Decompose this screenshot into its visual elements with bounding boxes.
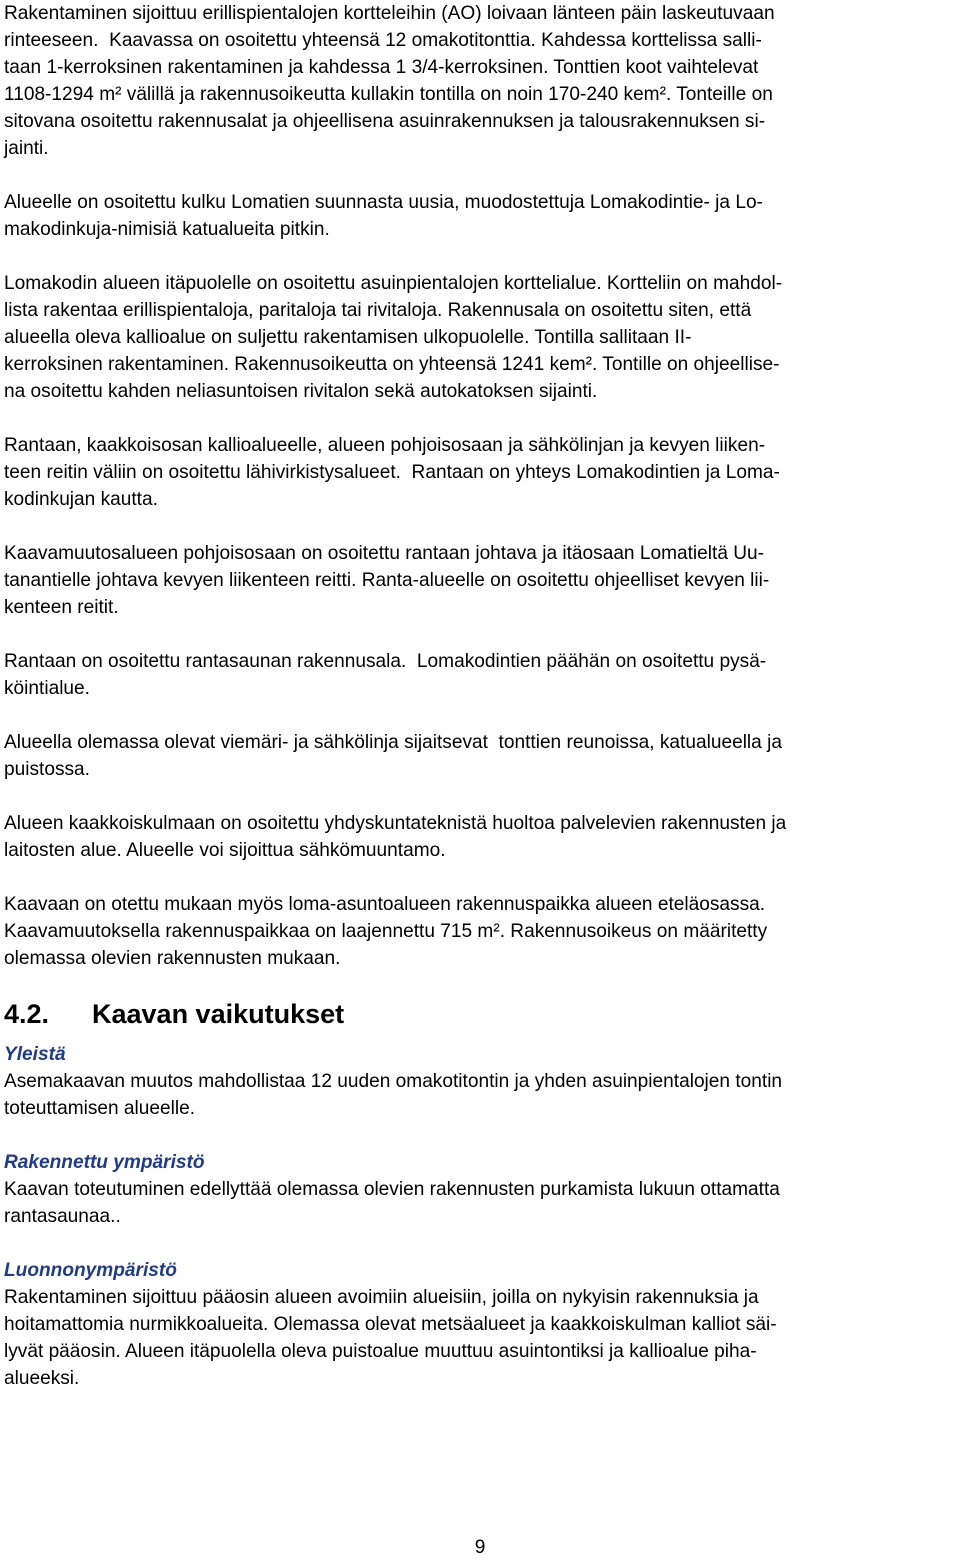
text-line: teen reitin väliin on osoitettu lähivirkistysalueet. Rantaan on yhteys Lomakodintien ja Loma- [4,462,780,483]
text-line: kerroksinen rakentaminen. Rakennusoikeutta on yhteensä 1241 kem². Tontille on ohjeellise- [4,354,780,375]
text-line: lista rakentaa erillispientaloja, paritaloja tai rivitaloja. Rakennusala on osoitettu siten, että [4,300,752,321]
text-line: Kaavamuutosalueen pohjoisosaan on osoitettu rantaan johtava ja itäosaan Lomatieltä Uu- [4,543,765,564]
text-line: lyvät pääosin. Alueen itäpuolella oleva puistoalue muuttuu asuintontiksi ja kallioalue piha- [4,1341,757,1362]
text-line: tanantielle johtava kevyen liikenteen reitti. Ranta-alueelle on osoitettu ohjeelliset kevyen lii- [4,570,770,591]
text-line: Rakentaminen sijoittuu erillispientalojen kortteleihin (AO) loivaan länteen päin laskeutuvaan [4,3,775,24]
text-line: makodinkuja-nimisiä katualueita pitkin. [4,219,330,240]
document-page [4,0,958,1392]
subheading: Yleistä [4,1044,66,1065]
paragraph-access [4,189,958,243]
text-line: alueella oleva kallioalue on suljettu rakentamisen ulkopuolelle. Tontilla sallitaan II- [4,327,692,348]
text-line: Rantaan, kaakkoisosan kallioalueelle, alueen pohjoisosaan ja sähkölinjan ja kevyen liiken- [4,435,766,456]
paragraph-recreation [4,432,958,513]
text-line: na osoitettu kahden neliasuntoisen rivitalon sekä autokatoksen sijainti. [4,381,598,402]
text-line: Lomakodin alueen itäpuolelle on osoitettu asuinpientalojen korttelialue. Kortteliin on mahdol- [4,273,783,294]
paragraph-utilities [4,729,958,783]
text-line: Kaavamuutoksella rakennuspaikkaa on laajennettu 715 m². Rakennusoikeus on määritetty [4,921,768,942]
paragraph-technical-area [4,810,958,864]
text-line: taan 1-kerroksinen rakentaminen ja kahdessa 1 3/4-kerroksinen. Tonttien koot vaihtelevat [4,57,759,78]
subsection-natural-environment [4,1257,958,1392]
section-heading [4,994,958,1034]
paragraph-light-traffic [4,540,958,621]
paragraph-building-placement [4,0,958,162]
text-line: Rakentaminen sijoittuu pääosin alueen avoimiin alueisiin, joilla on nykyisin rakennuksia ja [4,1287,759,1308]
text-line: kenteen reitit. [4,597,119,618]
text-line: 1108-1294 m² välillä ja rakennusoikeutta kullakin tontilla on noin 170-240 kem². Tonteille on [4,84,773,105]
paragraph-lomakoti-block [4,270,958,405]
subsection-built-environment [4,1149,958,1230]
text-line: Kaavaan on otettu mukaan myös loma-asuntoalueen rakennuspaikka alueen eteläosassa. [4,894,766,915]
text-line: Alueen kaakkoiskulmaan on osoitettu yhdyskuntateknistä huoltoa palvelevien rakennusten ja [4,813,787,834]
text-line: rinteeseen. Kaavassa on osoitettu yhteensä 12 omakotitonttia. Kahdessa korttelissa salli- [4,30,762,51]
paragraph-sauna [4,648,958,702]
text-line: olemassa olevien rakennusten mukaan. [4,948,341,969]
page-number: 9 [474,1537,486,1558]
text-line: toteuttamisen alueelle. [4,1098,196,1119]
text-line: alueeksi. [4,1368,80,1389]
text-line: rantasaunaa.. [4,1206,121,1227]
text-line: sitovana osoitettu rakennusalat ja ohjeellisena asuinrakennuksen ja talousrakennuksen si- [4,111,766,132]
text-line: Kaavan toteutuminen edellyttää olemassa olevien rakennusten purkamista lukuun ottamatta [4,1179,780,1200]
text-line: Asemakaavan muutos mahdollistaa 12 uuden omakotitontin ja yhden asuinpientalojen tontin [4,1071,783,1092]
text-line: köintialue. [4,678,90,699]
text-line: kodinkujan kautta. [4,489,158,510]
subheading: Rakennettu ympäristö [4,1152,205,1173]
text-line: puistossa. [4,759,90,780]
text-line: Alueella olemassa olevat viemäri- ja sähkölinja sijaitsevat tonttien reunoissa, katualueella ja [4,732,782,753]
section-number: 4.2. [4,999,50,1029]
text-line: hoitamattomia nurmikkoalueita. Olemassa olevat metsäalueet ja kaakkoiskulman kalliot säi- [4,1314,777,1335]
paragraph-holiday-plot [4,891,958,972]
text-line: Alueelle on osoitettu kulku Lomatien suunnasta uusia, muodostettuja Lomakodintie- ja Lo- [4,192,763,213]
subsection-general [4,1041,958,1122]
section-title: Kaavan vaikutukset [92,999,345,1029]
text-line: jainti. [4,138,49,159]
subheading: Luonnonympäristö [4,1260,177,1281]
text-line: Rantaan on osoitettu rantasaunan rakennusala. Lomakodintien päähän on osoitettu pysä- [4,651,767,672]
text-line: laitosten alue. Alueelle voi sijoittua sähkömuuntamo. [4,840,446,861]
